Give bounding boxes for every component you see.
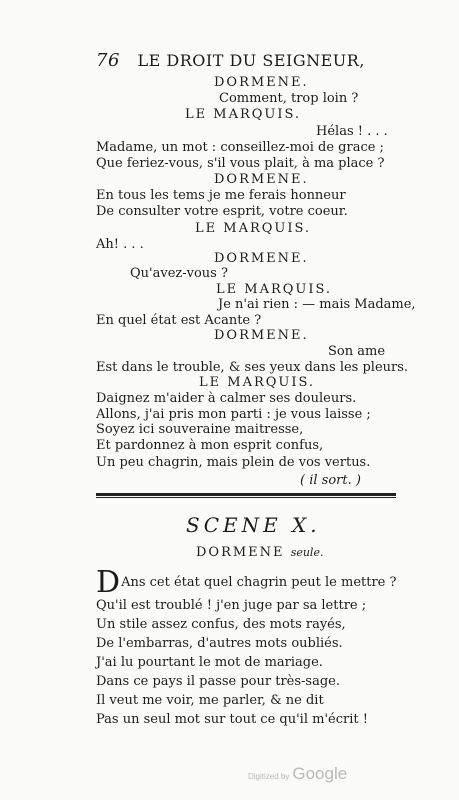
verse-line: En tous les tems je me ferais honneur: [96, 188, 346, 203]
verse-line: Il veut me voir, me parler, & ne dit: [96, 693, 324, 708]
verse-line: Pas un seul mot sur tout ce qu'il m'écrit !: [96, 712, 368, 727]
verse-line: ( il sort. ): [300, 473, 361, 488]
verse-line: Qu'avez-vous ?: [130, 266, 228, 281]
scene-character: [196, 546, 323, 559]
watermark-prefix: Digitized by: [248, 772, 290, 781]
section-divider: [96, 493, 396, 496]
speaker-name: LE MARQUIS.: [199, 375, 316, 390]
speaker-name: DORMENE.: [214, 328, 309, 343]
speaker-name: DORMENE.: [214, 75, 309, 90]
running-header: [96, 52, 365, 70]
speaker-name: DORMENE.: [214, 172, 309, 187]
verse-line: Qu'il est troublé ! j'en juge par sa lettre ;: [96, 598, 367, 613]
verse-line: Est dans le trouble, & ses yeux dans les pleurs.: [96, 360, 409, 375]
verse-line: Un peu chagrin, mais plein de vos vertus.: [96, 455, 371, 470]
verse-line: Un stile assez confus, des mots rayés,: [96, 617, 346, 632]
page-number: 76: [96, 50, 120, 71]
verse-line: Allons, j'ai pris mon parti : je vous laisse ;: [96, 407, 371, 422]
verse-line: Que feriez-vous, s'il vous plait, à ma place ?: [96, 156, 385, 171]
verse-line: Hélas ! . . .: [316, 124, 388, 139]
verse-line: Madame, un mot : conseillez-moi de grace ;: [96, 140, 384, 155]
scene-character-note: seule.: [290, 546, 324, 559]
scene-first-verse: [96, 565, 397, 600]
drop-cap: D: [96, 565, 121, 600]
verse-line: Et pardonnez à mon esprit confus,: [96, 438, 324, 453]
verse-line: Daignez m'aider à calmer ses douleurs.: [96, 391, 357, 406]
section-divider-thin: [96, 497, 396, 498]
running-title: LE DROIT DU SEIGNEUR,: [137, 51, 365, 70]
verse-line: Comment, trop loin ?: [219, 91, 359, 106]
verse-line: Son ame: [328, 344, 386, 359]
google-watermark: [248, 764, 347, 784]
verse-line: De l'embarras, d'autres mots oubliés.: [96, 636, 343, 651]
verse-line: Dans ce pays il passe pour très-sage.: [96, 674, 340, 689]
verse-line: Ah! . . .: [96, 237, 144, 252]
google-logo: Google: [292, 764, 348, 783]
scene-character-name: DORMENE: [196, 545, 285, 560]
verse-line: De consulter votre esprit, votre coeur.: [96, 204, 348, 219]
speaker-name: DORMENE.: [214, 251, 309, 266]
verse-line: J'ai lu pourtant le mot de mariage.: [96, 655, 323, 670]
verse-line: Je n'ai rien : — mais Madame,: [218, 297, 416, 312]
speaker-name: LE MARQUIS.: [195, 221, 312, 236]
speaker-name: LE MARQUIS.: [185, 107, 302, 122]
verse-line: En quel état est Acante ?: [96, 313, 262, 328]
scene-title: SCENE X.: [186, 513, 321, 537]
first-verse-text: Ans cet état quel chagrin peut le mettre ?: [121, 575, 397, 590]
speaker-name: LE MARQUIS.: [216, 282, 333, 297]
verse-line: Soyez ici souveraine maitresse,: [96, 422, 304, 437]
